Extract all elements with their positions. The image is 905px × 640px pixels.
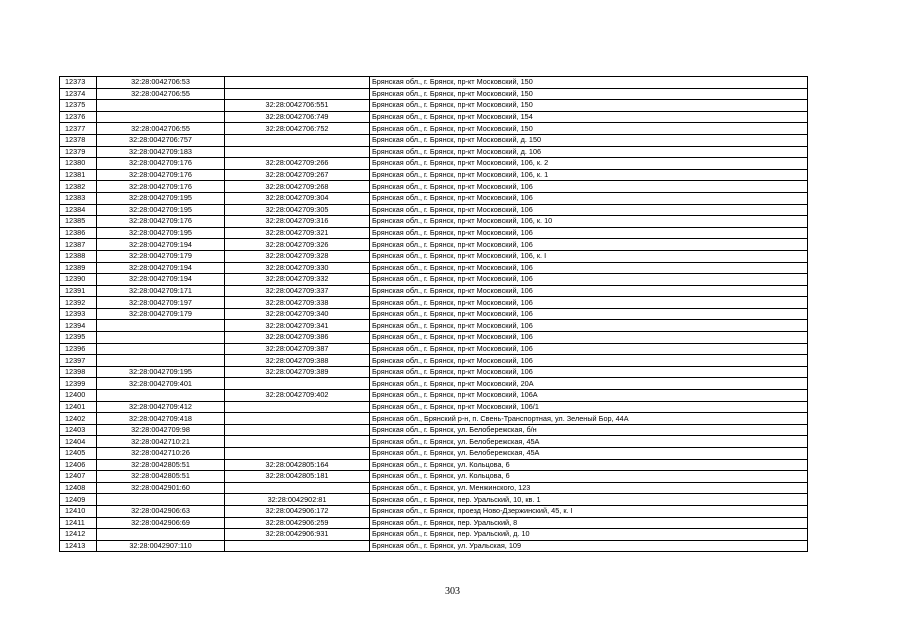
row-number-cell: 12391 [60,285,97,297]
address-cell: Брянская обл., г. Брянск, ул. Кольцова, 6 [370,471,808,483]
object-number-cell: 32:28:0042709:305 [225,204,370,216]
row-number-cell: 12387 [60,239,97,251]
object-number-cell: 32:28:0042709:340 [225,308,370,320]
table-row [60,436,808,448]
row-number-cell: 12406 [60,459,97,471]
address-cell: Брянская обл., г. Брянск, пр-кт Московский, 106 [370,181,808,193]
land-parcel-number-cell: 32:28:0042706:55 [97,88,225,100]
table-row [60,216,808,228]
land-parcel-number-cell: 32:28:0042706:53 [97,77,225,89]
row-number-cell: 12395 [60,332,97,344]
object-number-cell [225,77,370,89]
land-parcel-number-cell: 32:28:0042709:195 [97,366,225,378]
row-number-cell: 12410 [60,505,97,517]
address-cell: Брянская обл., г. Брянск, ул. Белобережская, 45А [370,436,808,448]
object-number-cell: 32:28:0042709:332 [225,274,370,286]
table-row [60,100,808,112]
row-number-cell: 12375 [60,100,97,112]
table-row [60,297,808,309]
table-row [60,448,808,460]
land-parcel-number-cell: 32:28:0042709:412 [97,401,225,413]
address-cell: Брянская обл., г. Брянск, пр-кт Московский, д. 106 [370,146,808,158]
row-number-cell: 12373 [60,77,97,89]
row-number-cell: 12405 [60,448,97,460]
land-parcel-number-cell: 32:28:0042709:176 [97,181,225,193]
land-parcel-number-cell: 32:28:0042710:26 [97,448,225,460]
table-row [60,413,808,425]
address-cell: Брянская обл., г. Брянск, ул. Уральская, 109 [370,540,808,552]
land-parcel-number-cell: 32:28:0042709:195 [97,227,225,239]
table-row [60,494,808,506]
land-parcel-number-cell: 32:28:0042709:176 [97,216,225,228]
table-row [60,181,808,193]
row-number-cell: 12393 [60,308,97,320]
table-row [60,239,808,251]
row-number-cell: 12411 [60,517,97,529]
object-number-cell [225,482,370,494]
land-parcel-number-cell: 32:28:0042709:176 [97,169,225,181]
object-number-cell: 32:28:0042805:181 [225,471,370,483]
object-number-cell: 32:28:0042706:752 [225,123,370,135]
row-number-cell: 12402 [60,413,97,425]
table-row [60,401,808,413]
address-cell: Брянская обл., г. Брянск, проезд Ново-Дзержинский, 45, к. I [370,505,808,517]
address-cell: Брянская обл., г. Брянск, пр-кт Московский, 20А [370,378,808,390]
table-row [60,285,808,297]
table-row [60,169,808,181]
row-number-cell: 12384 [60,204,97,216]
object-number-cell: 32:28:0042709:268 [225,181,370,193]
object-number-cell: 32:28:0042706:749 [225,111,370,123]
table-row [60,424,808,436]
land-parcel-number-cell: 32:28:0042709:194 [97,274,225,286]
table-row [60,471,808,483]
row-number-cell: 12412 [60,529,97,541]
row-number-cell: 12376 [60,111,97,123]
address-cell: Брянская обл., г. Брянск, пр-кт Московский, 150 [370,123,808,135]
object-number-cell [225,401,370,413]
table-row [60,482,808,494]
table-row [60,274,808,286]
table-row [60,378,808,390]
address-cell: Брянская обл., г. Брянск, пр-кт Московский, 106 [370,366,808,378]
address-cell: Брянская обл., г. Брянск, пер. Уральский, 10, кв. 1 [370,494,808,506]
address-cell: Брянская обл., г. Брянск, пр-кт Московский, 106 [370,332,808,344]
table-row [60,123,808,135]
table-row [60,250,808,262]
object-number-cell: 32:28:0042902:81 [225,494,370,506]
land-parcel-number-cell [97,494,225,506]
land-parcel-number-cell: 32:28:0042709:195 [97,192,225,204]
table-row [60,308,808,320]
object-number-cell: 32:28:0042709:304 [225,192,370,204]
object-number-cell: 32:28:0042709:388 [225,355,370,367]
object-number-cell: 32:28:0042709:386 [225,332,370,344]
address-cell: Брянская обл., г. Брянск, ул. Кольцова, 6 [370,459,808,471]
object-number-cell: 32:28:0042709:330 [225,262,370,274]
object-number-cell [225,413,370,425]
address-cell: Брянская обл., г. Брянск, пр-кт Московский, 106 [370,262,808,274]
table-row [60,529,808,541]
object-number-cell: 32:28:0042709:267 [225,169,370,181]
object-number-cell [225,424,370,436]
object-number-cell [225,134,370,146]
table-row [60,146,808,158]
address-cell: Брянская обл., г. Брянск, пр-кт Московский, 106 [370,343,808,355]
table-row [60,111,808,123]
row-number-cell: 12404 [60,436,97,448]
land-parcel-number-cell [97,100,225,112]
row-number-cell: 12403 [60,424,97,436]
address-cell: Брянская обл., г. Брянск, ул. Белобережская, б/н [370,424,808,436]
row-number-cell: 12392 [60,297,97,309]
row-number-cell: 12389 [60,262,97,274]
table-row [60,332,808,344]
object-number-cell: 32:28:0042709:266 [225,158,370,170]
address-cell: Брянская обл., г. Брянск, пр-кт Московский, 106, к. I [370,250,808,262]
address-cell: Брянская обл., г. Брянск, пр-кт Московский, 150 [370,88,808,100]
object-number-cell: 32:28:0042706:551 [225,100,370,112]
object-number-cell: 32:28:0042709:326 [225,239,370,251]
object-number-cell: 32:28:0042906:172 [225,505,370,517]
land-parcel-number-cell: 32:28:0042805:51 [97,459,225,471]
object-number-cell [225,448,370,460]
address-cell: Брянская обл., г. Брянск, ул. Менжинского, 123 [370,482,808,494]
land-parcel-number-cell: 32:28:0042907:110 [97,540,225,552]
land-parcel-number-cell [97,390,225,402]
row-number-cell: 12409 [60,494,97,506]
address-cell: Брянская обл., г. Брянск, пр-кт Московский, 106 [370,297,808,309]
table-row [60,262,808,274]
land-parcel-number-cell: 32:28:0042709:171 [97,285,225,297]
object-number-cell: 32:28:0042709:389 [225,366,370,378]
row-number-cell: 12400 [60,390,97,402]
table-row [60,204,808,216]
land-parcel-number-cell: 32:28:0042709:418 [97,413,225,425]
object-number-cell: 32:28:0042906:259 [225,517,370,529]
row-number-cell: 12407 [60,471,97,483]
page-number: 303 [445,586,460,597]
object-number-cell: 32:28:0042709:316 [225,216,370,228]
row-number-cell: 12374 [60,88,97,100]
row-number-cell: 12408 [60,482,97,494]
address-cell: Брянская обл., г. Брянск, пр-кт Московский, 150 [370,77,808,89]
row-number-cell: 12381 [60,169,97,181]
land-parcel-number-cell: 32:28:0042709:195 [97,204,225,216]
table-row [60,88,808,100]
table-row [60,459,808,471]
table-row [60,355,808,367]
address-cell: Брянская обл., г. Брянск, пр-кт Московский, 106, к. 1 [370,169,808,181]
object-number-cell: 32:28:0042709:321 [225,227,370,239]
address-cell: Брянская обл., г. Брянск, пр-кт Московский, 106 [370,308,808,320]
row-number-cell: 12377 [60,123,97,135]
address-cell: Брянская обл., г. Брянск, пр-кт Московский, 106 [370,204,808,216]
land-parcel-number-cell: 32:28:0042709:401 [97,378,225,390]
address-cell: Брянская обл., г. Брянск, пер. Уральский, д. 10 [370,529,808,541]
address-cell: Брянская обл., г. Брянск, пр-кт Московский, 150 [370,100,808,112]
address-cell: Брянская обл., г. Брянск, пр-кт Московский, 106/1 [370,401,808,413]
table-row [60,192,808,204]
object-number-cell: 32:28:0042709:337 [225,285,370,297]
row-number-cell: 12394 [60,320,97,332]
object-number-cell: 32:28:0042906:931 [225,529,370,541]
object-number-cell: 32:28:0042709:328 [225,250,370,262]
table-row [60,77,808,89]
table-row [60,505,808,517]
land-parcel-number-cell [97,332,225,344]
row-number-cell: 12397 [60,355,97,367]
land-parcel-number-cell: 32:28:0042805:51 [97,471,225,483]
row-number-cell: 12386 [60,227,97,239]
table-row [60,540,808,552]
row-number-cell: 12382 [60,181,97,193]
row-number-cell: 12399 [60,378,97,390]
land-parcel-number-cell: 32:28:0042906:69 [97,517,225,529]
row-number-cell: 12398 [60,366,97,378]
land-parcel-number-cell [97,111,225,123]
table-row [60,227,808,239]
land-parcel-number-cell: 32:28:0042709:98 [97,424,225,436]
object-number-cell: 32:28:0042709:402 [225,390,370,402]
land-parcel-number-cell: 32:28:0042709:176 [97,158,225,170]
row-number-cell: 12390 [60,274,97,286]
table-body [60,77,808,552]
land-parcel-number-cell: 32:28:0042906:63 [97,505,225,517]
land-parcel-number-cell: 32:28:0042706:757 [97,134,225,146]
object-number-cell: 32:28:0042709:387 [225,343,370,355]
object-number-cell: 32:28:0042709:338 [225,297,370,309]
table-row [60,390,808,402]
land-parcel-number-cell: 32:28:0042710:21 [97,436,225,448]
row-number-cell: 12383 [60,192,97,204]
address-cell: Брянская обл., г. Брянск, пр-кт Московский, 106 [370,192,808,204]
address-cell: Брянская обл., г. Брянск, пр-кт Московский, 106, к. 10 [370,216,808,228]
cadastral-table [59,76,808,552]
row-number-cell: 12396 [60,343,97,355]
table-row [60,134,808,146]
row-number-cell: 12378 [60,134,97,146]
address-cell: Брянская обл., Брянский р-н, п. Свень-Транспортная, ул. Зеленый Бор, 44А [370,413,808,425]
land-parcel-number-cell: 32:28:0042709:179 [97,308,225,320]
address-cell: Брянская обл., г. Брянск, пр-кт Московский, 106 [370,239,808,251]
address-cell: Брянская обл., г. Брянск, пр-кт Московский, 106 [370,320,808,332]
table-row [60,320,808,332]
land-parcel-number-cell [97,343,225,355]
address-cell: Брянская обл., г. Брянск, пр-кт Московский, 106 [370,285,808,297]
address-cell: Брянская обл., г. Брянск, пр-кт Московский, д. 150 [370,134,808,146]
land-parcel-number-cell: 32:28:0042709:194 [97,239,225,251]
row-number-cell: 12385 [60,216,97,228]
address-cell: Брянская обл., г. Брянск, пер. Уральский, 8 [370,517,808,529]
object-number-cell [225,88,370,100]
table-row [60,517,808,529]
land-parcel-number-cell: 32:28:0042901:60 [97,482,225,494]
object-number-cell [225,378,370,390]
address-cell: Брянская обл., г. Брянск, пр-кт Московский, 154 [370,111,808,123]
land-parcel-number-cell: 32:28:0042706:55 [97,123,225,135]
land-parcel-number-cell: 32:28:0042709:197 [97,297,225,309]
address-cell: Брянская обл., г. Брянск, пр-кт Московский, 106, к. 2 [370,158,808,170]
land-parcel-number-cell [97,320,225,332]
land-parcel-number-cell [97,529,225,541]
land-parcel-number-cell: 32:28:0042709:179 [97,250,225,262]
row-number-cell: 12401 [60,401,97,413]
table-row [60,366,808,378]
land-parcel-number-cell: 32:28:0042709:183 [97,146,225,158]
address-cell: Брянская обл., г. Брянск, пр-кт Московский, 106 [370,227,808,239]
row-number-cell: 12380 [60,158,97,170]
object-number-cell [225,436,370,448]
address-cell: Брянская обл., г. Брянск, ул. Белобережская, 45А [370,448,808,460]
row-number-cell: 12379 [60,146,97,158]
address-cell: Брянская обл., г. Брянск, пр-кт Московский, 106А [370,390,808,402]
address-cell: Брянская обл., г. Брянск, пр-кт Московский, 106 [370,274,808,286]
table-row [60,343,808,355]
land-parcel-number-cell: 32:28:0042709:194 [97,262,225,274]
row-number-cell: 12413 [60,540,97,552]
object-number-cell: 32:28:0042709:341 [225,320,370,332]
object-number-cell [225,146,370,158]
table-row [60,158,808,170]
address-cell: Брянская обл., г. Брянск, пр-кт Московский, 106 [370,355,808,367]
land-parcel-number-cell [97,355,225,367]
object-number-cell: 32:28:0042805:164 [225,459,370,471]
row-number-cell: 12388 [60,250,97,262]
object-number-cell [225,540,370,552]
